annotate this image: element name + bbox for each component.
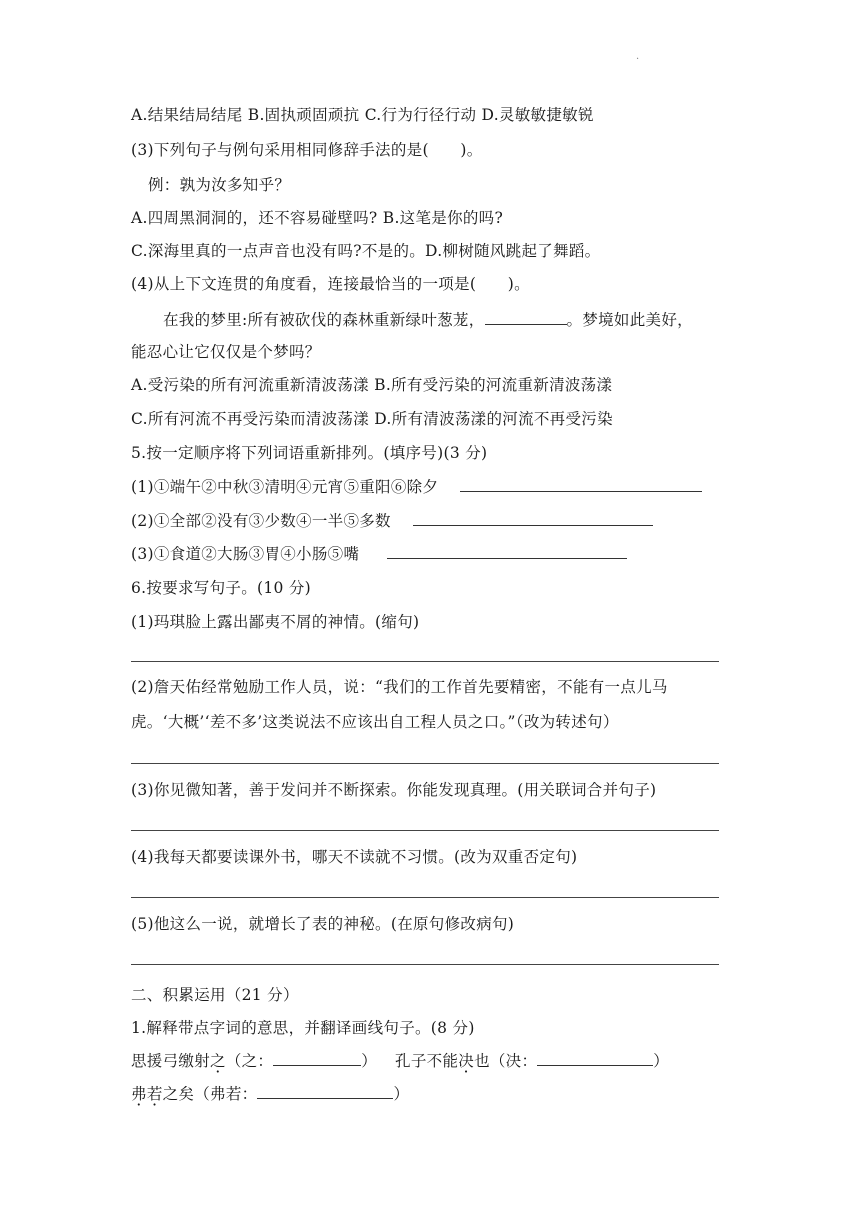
item2-label: （决： — [489, 1052, 538, 1070]
q6-s5-answer-line — [131, 964, 719, 965]
q6-s5: (5)他这么一说，就增长了表的神秘。(在原句修改病句) — [131, 915, 515, 933]
item2-blank — [537, 1051, 653, 1066]
q3-options-cd: C.深海里真的一点声音也没有吗?不是的。D.柳树随风跳起了舞蹈。 — [131, 242, 601, 260]
q5-item-1 — [131, 477, 702, 497]
q4-passage-line1 — [163, 310, 693, 330]
item3-dotted-char-1: 弗 — [131, 1085, 147, 1103]
q4-passage-line2: 能忍心让它仅仅是个梦吗？ — [131, 343, 321, 361]
section2-q1-items-row2 — [131, 1084, 409, 1104]
item1-label: （之： — [225, 1052, 274, 1070]
q5-item-1-text: (1)①端午②中秋③清明④元宵⑤重阳⑥除夕 — [131, 478, 439, 496]
q5-title: 5.按一定顺序将下列词语重新排列。(填序号)(3 分) — [131, 444, 488, 462]
item2-close: ） — [653, 1052, 670, 1070]
section2-q1-title: 1.解释带点字词的意思，并翻译画线句子。(8 分) — [131, 1019, 475, 1037]
q6-s1-answer-line — [131, 661, 719, 662]
q5-answer-line-2 — [413, 511, 653, 526]
q6-s2-line1: (2)詹天佑经常勉励工作人员，说：“我们的工作首先要精密，不能有一点儿马 — [131, 678, 668, 696]
q4-blank — [485, 310, 567, 325]
q4-passage-after: 。梦境如此美好， — [566, 311, 693, 329]
q5-answer-line-1 — [460, 477, 702, 492]
q6-s3: (3)你见微知著，善于发问并不断探索。你能发现真理。(用关联词合并句子) — [131, 781, 657, 799]
item3-close: ） — [393, 1085, 410, 1103]
q6-s3-answer-line — [131, 830, 719, 831]
q6-s2-answer-line — [131, 763, 719, 764]
q5-item-3-text: (3)①食道②大肠③胃④小肠⑤嘴 — [131, 545, 360, 563]
q3-stem: (3)下列句子与例句采用相同修辞手法的是( )。 — [131, 141, 483, 159]
item3-label: （弗若： — [194, 1085, 258, 1103]
section2-title: 二、积累运用（21 分） — [131, 986, 299, 1004]
q6-s1: (1)玛琪脸上露出鄙夷不屑的神情。(缩句) — [131, 613, 420, 631]
item1-blank — [273, 1051, 361, 1066]
q4-options-ab: A.受污染的所有河流重新清波荡漾 B.所有受污染的河流重新清波荡漾 — [131, 376, 613, 394]
item1-text: 思援弓缴射 — [131, 1052, 211, 1070]
page-mark: · — [636, 54, 640, 65]
item3-blank — [257, 1084, 393, 1099]
q5-item-2 — [131, 511, 653, 531]
q5-item-2-text: (2)①全部②没有③少数④一半⑤多数 — [131, 512, 391, 530]
q4-stem: (4)从上下文连贯的角度看，连接最恰当的一项是( )。 — [131, 275, 530, 293]
q5-item-3 — [131, 544, 627, 564]
item2-text-post: 也 — [474, 1052, 490, 1070]
item2-dotted-char: 决 — [458, 1052, 475, 1070]
item1-close: ） — [361, 1052, 378, 1070]
q3-prev-options: A.结果结局结尾 B.固执顽固顽抗 C.行为行径行动 D.灵敏敏捷敏锐 — [131, 106, 594, 124]
q6-s4-answer-line — [131, 897, 719, 898]
item2-text: 孔子不能 — [395, 1052, 459, 1070]
item3-dotted-char-2: 若 — [146, 1085, 163, 1103]
item1-dotted-char: 之 — [210, 1052, 226, 1070]
q6-s2-line2: 虎。‘大概’‘差不多’这类说法不应该出自工程人员之口。”（改为转述句） — [131, 713, 619, 731]
item3-text: 之矣 — [162, 1085, 195, 1103]
q4-options-cd: C.所有河流不再受污染而清波荡漾 D.所有清波荡漾的河流不再受污染 — [131, 410, 613, 428]
q4-passage-before: 在我的梦里:所有被砍伐的森林重新绿叶葱茏， — [163, 311, 485, 329]
q6-title: 6.按要求写句子。(10 分) — [131, 579, 312, 597]
section2-q1-items-row1 — [131, 1051, 669, 1071]
q3-example: 例：孰为汝多知乎？ — [148, 176, 291, 194]
q5-answer-line-3 — [387, 544, 627, 559]
q6-s4: (4)我每天都要读课外书，哪天不读就不习惯。(改为双重否定句) — [131, 848, 578, 866]
q3-options-ab: A.四周黑洞洞的，还不容易碰壁吗? B.这笔是你的吗? — [131, 209, 504, 227]
